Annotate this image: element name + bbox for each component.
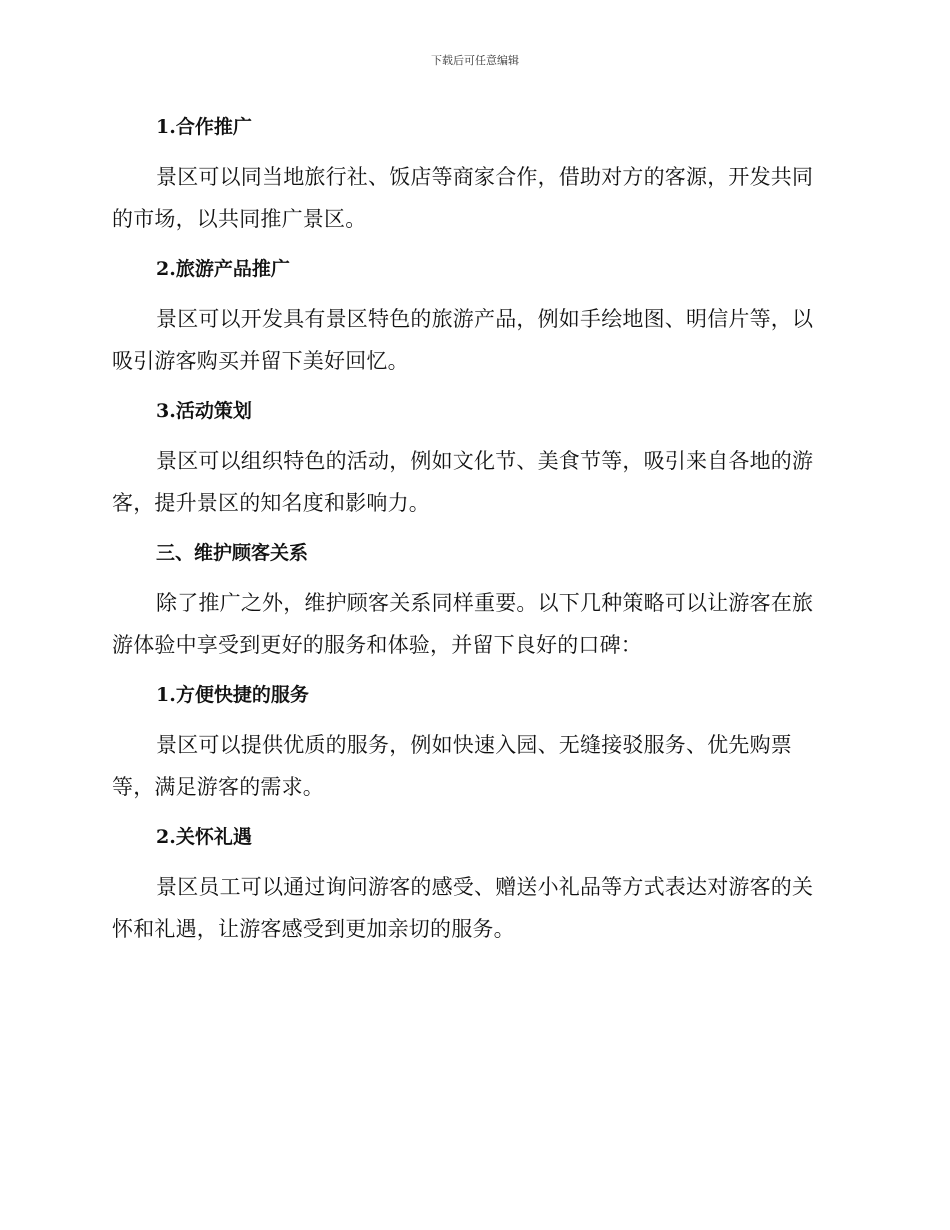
paragraph-cooperation-promotion (112, 156, 834, 240)
paragraph-line: 等，满足游客的需求。 (112, 775, 324, 799)
paragraph-line: 的市场，以共同推广景区。 (112, 207, 367, 231)
page-header: 下载后可任意编辑 (431, 54, 519, 67)
paragraph-care-courtesy (112, 866, 834, 950)
paragraph-event-planning (112, 440, 834, 524)
paragraph-line: 怀和礼遇，让游客感受到更加亲切的服务。 (112, 917, 515, 941)
paragraph-customer-relations (112, 582, 834, 666)
paragraph-line: 景区可以提供优质的服务，例如快速入园、无缝接驳服务、优先购票 (156, 733, 792, 757)
paragraph-line: 除了推广之外，维护顾客关系同样重要。以下几种策略可以让游客在旅 (156, 591, 814, 615)
section-heading-cooperation-promotion: 1.合作推广 (156, 116, 252, 138)
paragraph-line: 游体验中享受到更好的服务和体验，并留下良好的口碑： (112, 633, 642, 657)
paragraph-line: 吸引游客购买并留下美好回忆。 (112, 349, 409, 373)
section-heading-tourism-products: 2.旅游产品推广 (156, 258, 290, 280)
section-heading-event-planning: 3.活动策划 (156, 400, 252, 422)
paragraph-line: 景区可以组织特色的活动，例如文化节、美食节等，吸引来自各地的游 (156, 449, 814, 473)
paragraph-convenient-service (112, 724, 834, 808)
section-heading-customer-relations: 三、维护顾客关系 (156, 542, 309, 564)
document-body (112, 108, 834, 960)
paragraph-line: 景区员工可以通过询问游客的感受、赠送小礼品等方式表达对游客的关 (156, 875, 814, 899)
paragraph-tourism-products (112, 298, 834, 382)
section-heading-convenient-service: 1.方便快捷的服务 (156, 684, 309, 706)
section-heading-care-courtesy: 2.关怀礼遇 (156, 826, 252, 848)
paragraph-line: 景区可以开发具有景区特色的旅游产品，例如手绘地图、明信片等，以 (156, 307, 814, 331)
paragraph-line: 景区可以同当地旅行社、饭店等商家合作，借助对方的客源，开发共同 (156, 165, 814, 189)
paragraph-line: 客，提升景区的知名度和影响力。 (112, 491, 430, 515)
